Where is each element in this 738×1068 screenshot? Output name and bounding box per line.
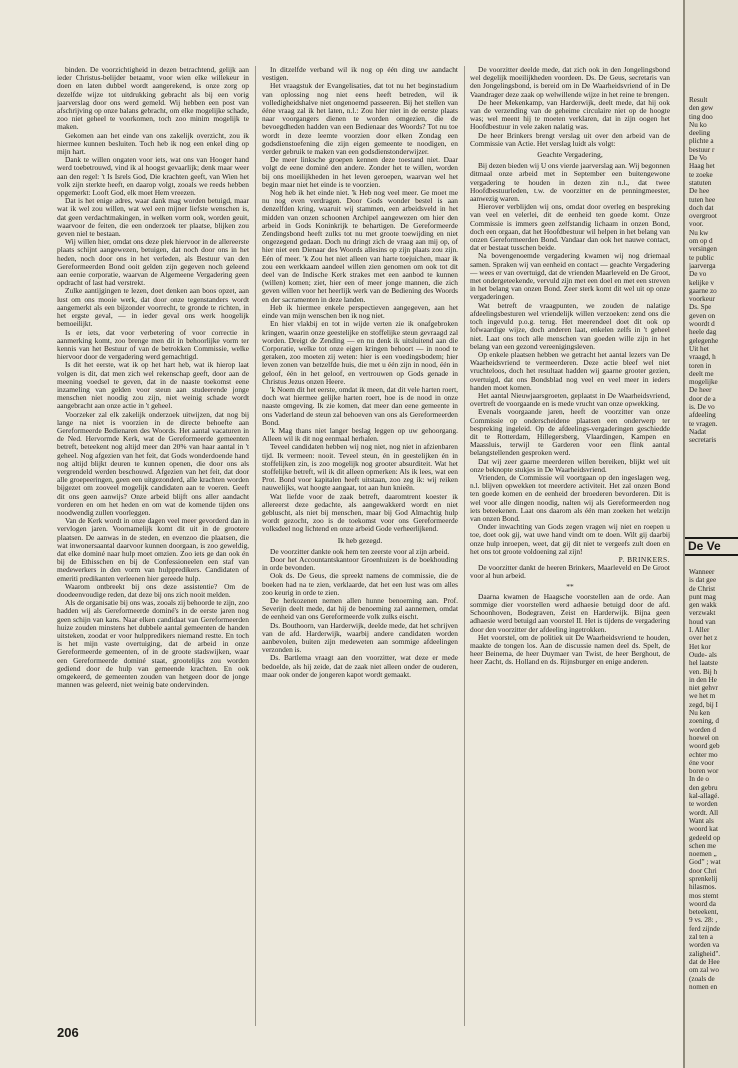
text-line-fragment: heele dag	[689, 328, 717, 337]
text-line-fragment: 9 vs. 28: ,	[689, 916, 718, 925]
paragraph: Het aantal Nieuwjaarsgroeten, geplaatst in De Waarheidsvriend, overtreft de voorgaande en is mede vrucht van onze opwekking.	[470, 390, 670, 409]
adjacent-page-text-bottom	[689, 568, 738, 991]
text-line-fragment: zal ten a	[689, 933, 713, 942]
column-divider	[464, 66, 465, 1026]
text-line-fragment: gaarne zo	[689, 286, 717, 295]
text-line-fragment: houd van	[689, 617, 716, 626]
text-line-fragment: Result	[689, 96, 708, 104]
text-line-fragment: De heer	[689, 386, 712, 395]
text-line-fragment: I. Aller	[689, 626, 710, 635]
text-line-fragment: worden d	[689, 725, 716, 734]
text-line-fragment: tuten hee	[689, 195, 716, 204]
text-line-fragment: De Vo	[689, 154, 707, 163]
paragraph: Door het Accountantskantoor Groenhuizen is de boekhouding in orde bevonden.	[262, 554, 458, 573]
text-line-fragment: te worden	[689, 800, 718, 809]
text-line-fragment: beteekent,	[689, 908, 719, 917]
page-number: 206	[57, 1025, 79, 1040]
text-line-fragment: Het kor	[689, 642, 711, 651]
text-line-fragment: De hee	[689, 187, 710, 196]
adjacent-page-text-top	[689, 96, 738, 444]
text-column-right	[470, 66, 670, 986]
text-line-fragment: jaarverga	[689, 261, 716, 270]
paragraph: Na bovengenoemde vergadering kwamen wij nog driemaal samen. Spraken wij van eenheid en contact — geachte Vergadering — wees er van overtuigd, dat de vrienden Maarleveld en De Groot, met ondergeteekende, vervuld zijn met een doel en met een streven in het belang van onzen Bond. Zeer sterk komt dit wel uit op onze vergaderingen.	[470, 251, 670, 302]
text-line-fragment: den gebru	[689, 783, 718, 792]
text-line-fragment: den gew	[689, 104, 714, 113]
text-line-fragment: kelijke v	[689, 278, 714, 287]
paragraph: Bij dezen bieden wij U ons vierde jaarverslag aan. Wij begonnen ditmaal onze arbeid met in September een buitengewone vergadering te houden in dezen zin n.l., dat twee Hoofdbestuurleden, t.w. de voorzitter en de penningmeester, aanwezig waren.	[470, 161, 670, 204]
text-line-fragment: gedeeld op	[689, 833, 721, 842]
text-line-fragment: woord kat	[689, 825, 718, 834]
haagsche-voorstellen-section	[470, 593, 670, 667]
text-line-fragment: hilasmos.	[689, 883, 717, 892]
text-column-middle	[262, 66, 458, 1046]
text-line-fragment: door Chri	[689, 866, 717, 875]
text-line-fragment: vraagd, h	[689, 353, 716, 362]
text-line-fragment: afdeeling	[689, 411, 716, 420]
text-line-fragment: mogelijke	[689, 378, 718, 387]
text-line-fragment: te zoeke	[689, 170, 713, 179]
text-line-fragment: dat de Hee	[689, 957, 720, 966]
paragraph: Als de organisatie bij ons was, zooals zij behoorde te zijn, zoo hadden wij als Gereformeerde dominé's in de eerste jaren nog geen schijn van kans. Naar elken candidaat van Gereformeerden huize zouden minstens het dubbele aantal gemeenten de handen uitsteken, zoodat er voor hulppredikers niemand restte. En toch is het mijn vaste overtuiging, dat de arbeid in onze Gereformeerde gemeenten, of in de groote stadswijken, waar een Gereformeerde dominé staat, grootelijks zou worden gediend door de hulp van gemeende krachten. En ook omgekeerd, de gemeenten zouden van hetgeen door de jonge mannen was geleerd, niet weinig bate ondervinden.	[57, 598, 249, 690]
text-line-fragment: boren wor	[689, 767, 719, 776]
text-line-fragment: ting doo	[689, 112, 713, 121]
paragraph: En hier vlakbij en tot in wijde verten zie ik onafgebroken kringen, waarin onze geestelijke en stoffelijke steun gevraagd zal worden. Dreigt de Zending — en nu denk ik uitsluitend aan die Corporatie, welke tot onze eigen kringen behoort — in nood te geraken, zoo moeten zij weten: hier is een voedingsbodem; hier leven zonen van betzelfde huis, die met u één zijn in nood, één in geloof, één in het geloof, en vertrouwen op Gods genade in Christus Jezus onzen Heere.	[262, 319, 458, 386]
text-line-fragment: te vragen.	[689, 419, 718, 428]
paragraph: De voorzitter dankte ook hem ten zeerste voor al zijn arbeid.	[270, 546, 450, 556]
text-column-left	[57, 66, 249, 1026]
paragraph: Is er iets, dat voor verbetering of voor correctie in aanmerking komt, zoo brenge men dit in behoorlijke vorm ter kennis van het Bestuur of van de betrokken Commissie, welke hiervoor door de vergadering werd gemachtigd.	[57, 327, 249, 362]
text-line-fragment: in den He	[689, 675, 717, 684]
text-line-fragment: geven on	[689, 311, 716, 320]
text-line-fragment: (zoals de	[689, 974, 715, 983]
paragraph: 'k Mag thans niet langer beslag leggen op uw gehoorgang. Alleen wil ik dit nog eenmaal herhalen.	[262, 425, 458, 444]
paragraph: Het voorstel, om de politiek uit De Waarheidsvriend te houden, maakte de tongen los. Aan de discussie namen deel ds. Spelt, de heer Beinema, de heer Duymaer van Twist, de heer Berghout, de heer Zacht, ds. Holland en ds. Rijnsburger en enige anderen.	[470, 632, 670, 667]
text-line-fragment: woord geb	[689, 742, 720, 751]
text-line-fragment: Oude- als	[689, 650, 717, 659]
paragraph: Ds. Bartlema vraagt aan den voorzitter, wat deze er mede bedoelde, als hij zeide, dat de zaak niet alleen onder de ouderen, maar ook onder de jongeren kapot wordt gemaakt.	[262, 653, 458, 679]
paragraph: Ik heb gezegd.	[337, 535, 383, 545]
text-line-fragment: woordt d	[689, 320, 715, 329]
paragraph: Ook ds. De Geus, die spreekt namens de commissie, die de boeken had na te zien, verklaarde, dat het een lust was om alles zoo keurig in orde te zien.	[262, 571, 458, 597]
text-line-fragment: gen wakk	[689, 601, 717, 610]
adjacent-page-heading: De Ve	[685, 537, 738, 556]
paragraph: Van de Kerk wordt in onze dagen veel meer gevorderd dan in vervlogen jaren. Voornamelijk komt dit uit in de grootere plaatsen. De aanwas in de steden, en evenzoo die plaatsen, die wat inwonersaantal daarvoor kunnen doorgaan, is zoo geweldig, dat elke dominé naar hulp moet omzien. Zoo iets ge dan ook én bij de Ethisschen en bij de Confessioneelen een staf van medewerkers in den vorm van hulppredikers. Candidaten of emeriti predikanten verleenen hier gereede hulp.	[57, 516, 249, 583]
paragraph: Wat liefde voor de zaak betreft, daaromtrent koester ik allereerst deze gedachte, als aangewakkerd wordt en niet gebluscht, als niet bij menschen, maar bij God Almachtig hulp wordt gezocht, zoo is de toekomst voor ons Gereformeerde volksdeel nog lichtend en onze arbeid Gode verheerlijkend.	[262, 491, 458, 534]
paragraph: Dat wij zeer gaarne meerderen willen bereiken, blijkt wel uit onze beknopte stukjes in De Waarheidsvriend.	[470, 456, 670, 474]
text-line-fragment: Nu ken	[689, 709, 710, 718]
paragraph: Is dit het eerste, wat ik op het hart heb, wat ik hierop laat volgen is dit, dat men zich wel rekenschap geeft, door aan de meening voedsel te geven, dat in de naaste toekomst eene inzameling van gelden voor steun aan studeerende jonge menschen niet noodig zou zijn, niet weinig schade wordt aangebracht aan onze actie in 't geheel.	[57, 360, 249, 411]
text-line-fragment: door de a	[689, 394, 716, 403]
text-line-fragment: ferd zijnde	[689, 924, 720, 933]
paragraph: Dank te willen ongaten voor iets, wat ons van Hooger hand werd toebetrouwd, vind ik al hoogst gevaarlijk; denk maar weer aan den regel: 't Is Isrels God, Die krachten geeft, van Wien het volk zijn sterkte heeft, en daarop volgt, zooals we reeds hebben opgemerkt: Looft God, elk moet Hem vreezen.	[57, 155, 249, 198]
paragraph: binden. De voorzichtigheid in dezen betrachtend, gelijk aan ieder Christus-belijder betaamt, voor wien elke willekeur in doen en laten dubbel wordt aangerekend, is onze zorg op dezelfde wijze tot uitdrukking gebracht als bij een vorig jaarverslag door ons werd gemeld. Wij hebben een post van afschrijving op onze balans gebracht, om elke mogelijke schade, zoo niet geheel te voorkomen, toch zoo minim mogelijk te maken.	[57, 66, 249, 132]
text-line-fragment: zoening, d	[689, 717, 719, 726]
text-line-fragment: Want als	[689, 816, 714, 825]
section-separator: **	[566, 581, 574, 591]
text-line-fragment: we het m	[689, 692, 716, 701]
text-line-fragment: toren in	[689, 361, 712, 370]
text-line-fragment: hoewel on	[689, 733, 719, 742]
text-line-fragment: versingen	[689, 245, 717, 254]
text-line-fragment: secretaris	[689, 436, 717, 445]
paragraph: Het vraagstuk der Evangelisaties, dat tot nu het beginstadium van oplossing nog niet eens heeft betreden, wil ik volledigheidshalve niet ongenoemd passeeren. Bij het stellen van ééne vraag zal ik het laten, n.l.: Zou hier niet in de eerste plaats naar voorgangers dienen te worden omgezien, die de bevoegdheden hadden van een Bedienaar des Woords? Tot nu toe wordt in deze leemte voorzien door elken Zondag een godsdienstoefening die zijn eigen gemeente te noodigen, en verder gebruik te maken van een godsdienstonderwijzer.	[262, 81, 458, 157]
text-line-fragment: schen me	[689, 841, 716, 850]
text-line-fragment: Nu ko	[689, 120, 707, 129]
paragraph: Vrienden, de Commissie wil voortgaan op den ingeslagen weg, n.l. blijven opwekken tot meerdere activiteit. Het zal onzen Bond ten goede komen en de eenheid der broederen bevorderen. Dit is wel voor alle dingen noodig, nalten wij als Gereformeerden nog iets beteekenen. Laat ons daarom als één man zoeken het welzijn van onzen Bond.	[470, 472, 670, 523]
text-line-fragment: Uit het	[689, 344, 709, 353]
text-line-fragment: is. De vo	[689, 402, 715, 411]
text-line-fragment: om op d	[689, 237, 713, 246]
paragraph: Zulke aantijgingen te lezen, doet denken aan boos opzet, aan lust om ons mooie werk, dat door onze tegenstanders wordt aangemerkt als een bijzonder voorrecht, te gronde te richten, in het ergste geval, — in ieder geval ons werk hoogelijk bemoeilijkt.	[57, 286, 249, 329]
paragraph: Waarom ontbreekt bij ons deze assistentie? Om de doodeenvoudige reden, dat deze bij ons zich nooit melden.	[57, 581, 249, 599]
text-line-fragment: woord da	[689, 899, 716, 908]
text-line-fragment: voorkeur	[689, 295, 715, 304]
text-line-fragment: Nu kw	[689, 228, 709, 237]
paragraph: Onder inwachting van Gods zegen vragen wij niet en roepen u toe, doet ook gij, wat uwe hand vindt om te doen. Wilt gij daarbij onze hulp inroepen, weet, dat gij dit niet te vergeefs zult doen en het ons tot groote voldoening zal zijn!	[470, 522, 670, 556]
signature: P. BRINKERS.	[618, 554, 670, 564]
report-body	[470, 66, 670, 556]
text-line-fragment: zaligheid".	[689, 949, 721, 958]
paragraph: De heer Brinkers brengt verslag uit over den arbeid van de Commissie van Actie. Het verslag luidt als volgt:	[470, 130, 670, 148]
text-line-fragment: worden va	[689, 941, 720, 950]
paragraph: Wij willen hier, omdat ons deze plek hiervoor in de allereerste plaats schijnt aangewezen, betuigen, dat noch door ons in het heden, noch door ons in het verleden, als Bestuur van den Gereformeerden Bond ooit gelden zijn gegeven noch geleend aan eenie corporatie, waarvan de Algemeene Vergadering geen opdracht of last had verstrekt.	[57, 237, 249, 288]
text-line-fragment: wordt. All	[689, 808, 719, 817]
text-line-fragment: Nadat	[689, 427, 707, 436]
paragraph: Wat betreft de vraagpunten, we zouden de nalatige afdeelingsbesturen wel vriendelijk willen verzoeken: zend ons die toch ingevuld p.o.g. terug. Het meerendeel doet dit ook op lofwaardige wijze, doch anderen laat, enkelen zelfs in 't geheel niet. Laat ons toch alle menschen van goeden wille zijn in het belang van een gezond vereenigingsleven.	[470, 300, 670, 351]
text-line-fragment: zegd, bij I	[689, 700, 718, 709]
paragraph: Ds. Bouthoorn, van Harderwijk, deelde mede, dat het schrijven van de afd. Harderwijk, waarbij andere candidaten worden aanbevolen, buiten zijn medeweten aan sommige afdeelingen verzonden is.	[262, 620, 458, 655]
text-line-fragment: Wanneer	[689, 568, 715, 576]
paragraph: De voorzitter dankt de heeren Brinkers, Maarleveld en De Groot voor al hun arbeid.	[470, 563, 670, 581]
paragraph: In ditzelfde verband wil ik nog op één ding uw aandacht vestigen.	[262, 66, 458, 83]
text-line-fragment: statuten	[689, 178, 712, 187]
paragraph: De voorzitter deelde mede, dat zich ook in den Jongelingsbond wel degelijk moeilijkheden voordeen. Ds. De Geus, secretaris van den Jongelingsbond, is bereid om in De Waarheidsvriend of in De Vaandrager deze zaak op welwillende wijze in het reine te brengen.	[470, 66, 670, 99]
text-line-fragment: mos stemt	[689, 891, 719, 900]
paragraph: De herkozenen nemen allen hunne benoeming aan. Prof. Severijn deelt mede, dat hij de benoeming zal aannemen, omdat de eenheid van ons Gereformeerde volk zulks eischt.	[262, 596, 458, 622]
text-line-fragment: gelegenhe	[689, 336, 719, 345]
text-line-fragment: nomen en	[689, 982, 718, 991]
text-line-fragment: niet gehvr	[689, 684, 718, 693]
text-line-fragment: te public	[689, 253, 714, 262]
paragraph: 'k Noem dit het eerste, omdat ik meen, dat dit vele harten roert, doch wat hiermee gelijke harten roert, hoe is de nood in onze naaste omgeving. Ik zie komen, dat meer dan eene gemeente in ons Vaderland de steun zal behoeven van ons als Gereformeerden Bond.	[262, 384, 458, 427]
paragraph: Geachte Vergadering,	[537, 150, 603, 160]
text-line-fragment: plichte a	[689, 137, 714, 146]
column-divider	[255, 66, 256, 1026]
text-line-fragment: echter mo	[689, 750, 718, 759]
text-line-fragment: overgroot	[689, 212, 717, 221]
text-line-fragment: éne voor	[689, 758, 714, 767]
text-line-fragment: is dat gee	[689, 576, 717, 585]
text-line-fragment: noemen „	[689, 850, 717, 859]
paragraph: Dat is het enige adres, waar dank mag worden betuigd, maar wat ik wel zou willen, wat wel een mijner liefste wenschen is, dat geen verdachtmakingen, in welken vorm ook, worden geuit, waarvoor de feiten, die een onderzoek ter plaatse, blijken zou geven niel te bestaan.	[57, 196, 249, 239]
text-line-fragment: verzwakt	[689, 609, 716, 618]
paragraph: Teveel candidaten hebben wij nog niet, nog niet in afzienbaren tijd. Ik vermeen: nooit. Teveel steun, én in geestelijken én in stoffelijken zin, is zoo mogelijk nog grooter absurditeit. Wat het stoffelijke betreft, wil ik dit alleen opmerken: Als ik lees, wat een Prot. Bond voor kapitalen heeft uitstaan, zoo zeg ik: wij reiken nauwelijks, wat hoogte aangaat, tot aan hun knieën.	[262, 442, 458, 493]
paragraph: Hierover verblijden wij ons, omdat door overleg en bespreking van veel en velerlei, dit de eenheid ten goede komt. Onze Commissie is immers geen zelfstandig lichaam in onzen Bond, doch een orgaan, dat het Hoofdbestuur wil helpen in het belang van onzen Gereformeerden Bond. Vandaar dan ook het nauwe contact, dat er bestaat tusschen beide.	[470, 202, 670, 253]
paragraph: De meer linksche groepen kennen deze toestand niet. Daar volgt de eene dominé den andere. Zonder het te willen, worden bij ons moeilijkheden in het leven geroepen, waarvan wel het begin maar niet het einde is te voorzien.	[262, 155, 458, 189]
adjacent-page-edge	[683, 0, 738, 1068]
text-line-fragment: punt mag	[689, 592, 716, 601]
text-line-fragment: over het z	[689, 634, 718, 643]
text-line-fragment: bestuur r	[689, 145, 715, 154]
text-line-fragment: voor.	[689, 220, 704, 229]
text-line-fragment: doch dat	[689, 203, 714, 212]
text-line-fragment: hel laatste	[689, 659, 718, 668]
text-line-fragment: In de o	[689, 775, 709, 784]
text-line-fragment: Ds. Spe	[689, 303, 712, 312]
paragraph: Op enkele plaatsen hebben we getracht het aantal lezers van De Waarheidsvriend te vermeerderen. Deze actie bleef wel niet vruchteloos, doch het resultaat hadden wij gaarne grooter gezien, overtuigd, dat ons Bondsblad nog veel en veel meer in ieders handen moet komen.	[470, 349, 670, 392]
paragraph: Evenals voorgaande jaren, heeft de voorzitter van onze Commissie op onderscheidene plaatsen een onderwerp ter bespreking ingeleid. Op de afdeelings-vergaderingen geschiedde dit te Rotterdam, Hillegersberg, Vlaardingen, Kampen en Maassluis, terwijl te Garderen voor een flink aantal belangstellenden gesproken werd.	[470, 407, 670, 458]
paragraph: Daarna kwamen de Haagsche voorstellen aan de orde. Aan sommige dier voorstellen werd adhaesie betuigd door de afd. Schoonhoven, Bodegraven, Zeist en Harderwijk. Bijna geen adhaesie werd betuigd aan voorstel II. Het is tijdens de vergadering door den voorzitter der afdeeling ingetrokken.	[470, 591, 670, 634]
text-line-fragment: God” ; wat	[689, 858, 721, 867]
text-line-fragment: deeling	[689, 129, 711, 138]
text-line-fragment: ven. Bij h	[689, 667, 718, 676]
report-closing	[470, 564, 670, 580]
text-line-fragment: Haag het	[689, 162, 715, 171]
text-line-fragment: de Christ	[689, 584, 716, 593]
text-line-fragment: sprenkelij	[689, 874, 718, 883]
text-line-fragment: kal-allagé.	[689, 792, 720, 801]
paragraph: Voorzeker zal elk zakelijk onderzoek uitwijzen, dat nog bij lange na niet is voorzien in de directe behoefte aan Gereformeerde Bedienaren des Woords. Het aantal vacaturen in de Ned. Hervormde Kerk, wat de Gereformeerde gemeenten betreft, beteekent nog altijd meer dan 20% van haar aantal in 't geheel. Nog afgezien van het feit, dat Gods wonderdoende hand nog altijd blijkt deuren te kunnen openen, die door ons als vergrendeld werden beschouwd. Afgezien van het feit, dat door alle groepeeringen, geen een uitgezonderd, alle krachten worden bijgezet om zooveel mogelijk candidaten aan te voeren. Geeft dit ons geen aanwijs? Onze arbeid blijft ons aller aandacht vorderen en om het heden en om wat de komende tijden ons noodwendig zullen voorleggen.	[57, 409, 249, 517]
text-line-fragment: De vo	[689, 270, 707, 279]
text-line-fragment: deelt me	[689, 369, 714, 378]
paragraph: Heb ik hiermee enkele perspectieven aangegeven, aan het einde van mijn wenschen ben ik nog niet.	[262, 302, 458, 321]
paragraph: Gekomen aan het einde van ons zakelijk overzicht, zou ik hiermee kunnen besluiten. Toch heb ik nog een enkel ding op mijn hart.	[57, 130, 249, 157]
paragraph: De heer Mekenkamp, van Harderwijk, deelt mede, dat hij ook van de verzending van de geheime circulaire niet op de hoogte was; wel meent hij te moeten verklaren, dat in zijn oogen het Hoofdbestuur in vele zaken nalatig was.	[470, 97, 670, 132]
text-line-fragment: om zal wo	[689, 966, 719, 975]
paragraph: Nog heb ik het einde niet. 'k Heb nog veel meer. Ge moet me nu nog even verdragen. Door Gods wonder bestel is aan denzelfden kring, waaruit wij stammen, een arbeidsveld in het midden van onzen schoonen Archipel aangewezen om hier den arbeid in Gods Koninkrijk te behartigen. De Gereformeerde Zendingsbond heeft zulks tot nu met groote toewijding en niet ongezegend gedaan. Doch nu dringt zich de vraag aan mij op, of hier niet een Dienaar des Woords allesins op zijn plaats zou zijn. Eén of meer. 'k Zou het niet alleen van harte toejuichen, maar ik zou een werkkaam aandeel willen zien genomen om ook tot dit deel van de Indische Kerk strakes met een aanbod te kunnen (willen) komen; ziet, hier een of meer jonge mannen, die zich geven willen voor het heerlijk werk van de Bediening des Woords en der sacramenten in deze landen.	[262, 188, 458, 304]
